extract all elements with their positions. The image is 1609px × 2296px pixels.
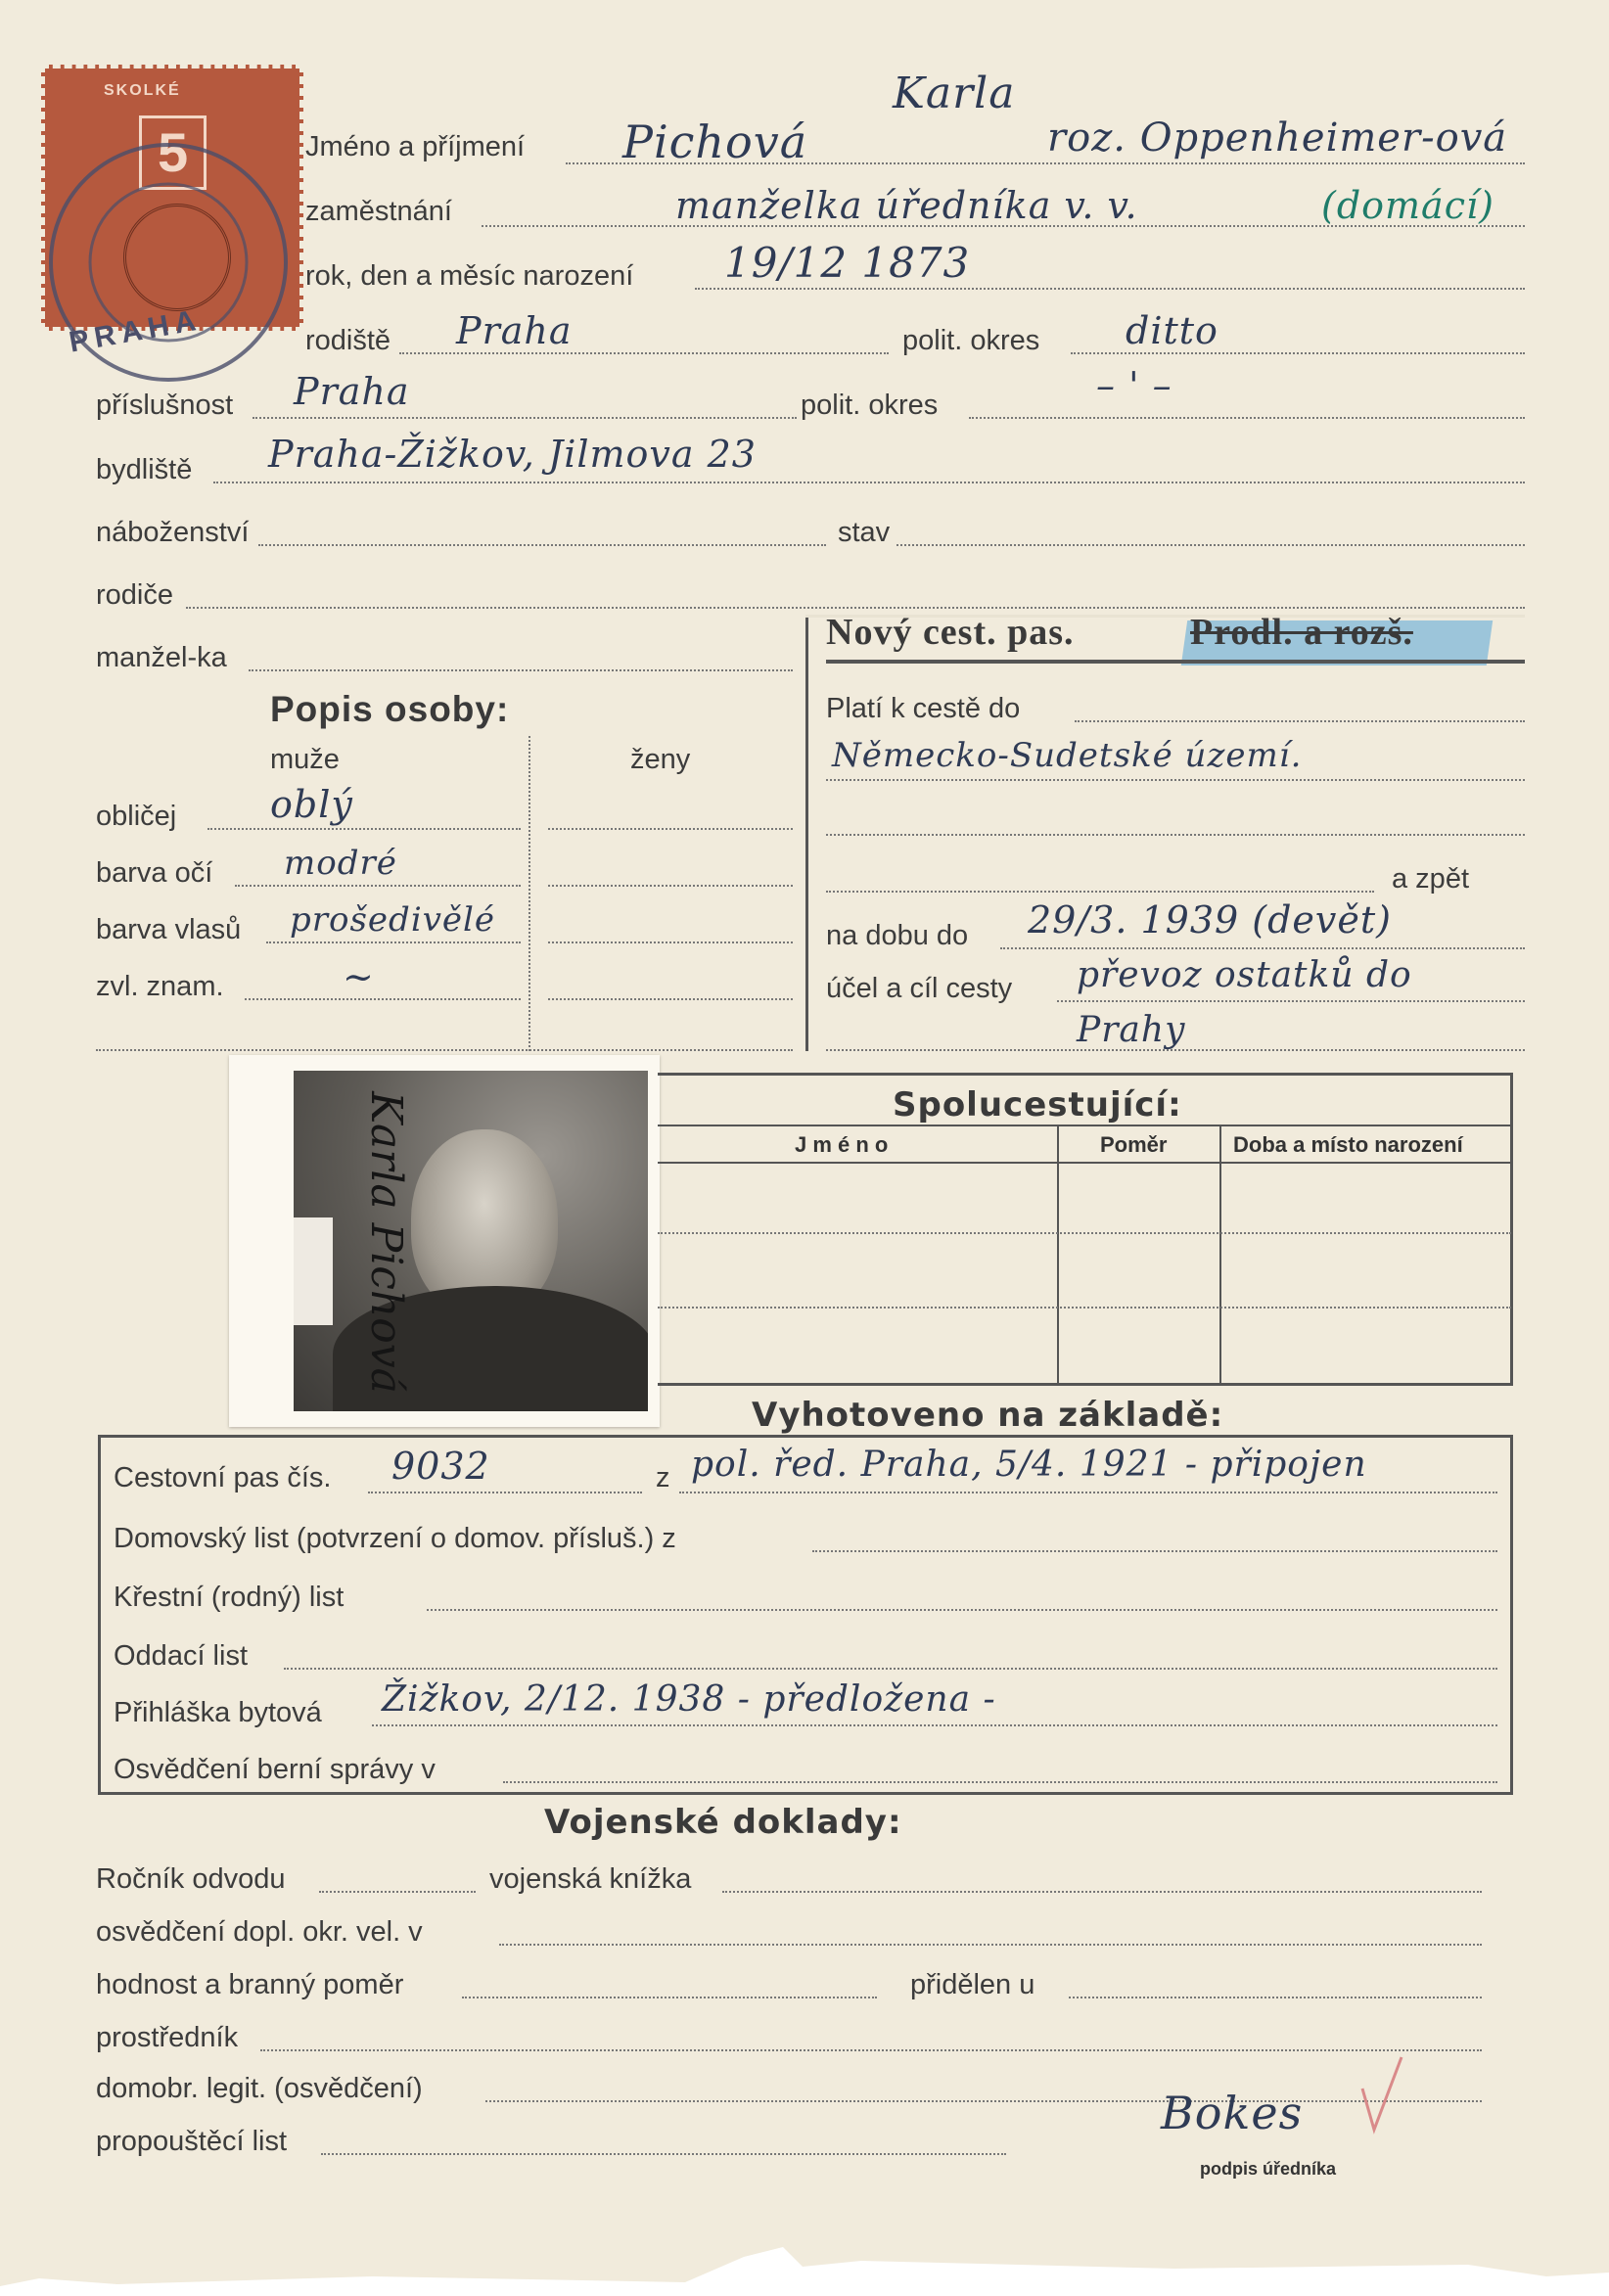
parents-label: rodiče <box>96 579 173 611</box>
rank-line <box>462 1997 877 1998</box>
postmark-text: PRAHA <box>67 303 205 359</box>
hair-line-women <box>548 941 793 943</box>
birth-value: 19/12 1873 <box>724 239 971 287</box>
companions-header-rule <box>658 1162 1511 1164</box>
face-value: oblý <box>270 783 353 826</box>
valid-line <box>1075 720 1525 722</box>
parents-line <box>186 607 1525 609</box>
residence-label: bydliště <box>96 454 193 485</box>
face-line <box>207 828 521 830</box>
passport-box-left-border <box>805 615 808 1051</box>
stamp-value: 5 <box>139 115 207 190</box>
companions-col-divider-2 <box>1219 1125 1221 1385</box>
marriage-line <box>284 1668 1497 1670</box>
passport-from-line <box>679 1492 1497 1493</box>
photo-mount <box>229 1055 660 1427</box>
eyes-line-women <box>548 885 793 887</box>
column-name: J m é n o <box>795 1132 889 1157</box>
photo-signature: Karla Pichová <box>360 1091 411 1394</box>
passport-header-rule <box>826 660 1525 664</box>
description-bottom-line <box>96 1049 793 1051</box>
spouse-line <box>249 669 793 671</box>
registration-value: Žižkov, 2/12. 1938 - předložena - <box>382 1679 996 1720</box>
hair-label: barva vlasů <box>96 914 242 945</box>
torn-edge <box>0 2247 1609 2296</box>
military-booklet-line <box>722 1891 1482 1893</box>
companions-table <box>658 1073 1513 1386</box>
legitimation-line <box>485 2100 1482 2102</box>
stamp-header: SKOLKÉ <box>104 82 181 99</box>
residence-line <box>213 482 1525 483</box>
valid-line-4 <box>826 891 1374 893</box>
companions-col-divider-1 <box>1057 1125 1059 1385</box>
description-divider <box>529 736 530 1051</box>
marks-line-women <box>548 998 793 1000</box>
purpose-value-1: převoz ostatků do <box>1077 955 1412 995</box>
duration-label: na dobu do <box>826 920 969 951</box>
draft-year-label: Ročník odvodu <box>96 1863 286 1895</box>
companions-title-rule <box>658 1125 1511 1126</box>
marriage-label: Oddací list <box>114 1640 248 1672</box>
supplementary-cert-line <box>499 1944 1482 1946</box>
religion-line <box>258 544 826 546</box>
column-birth: Doba a místo narození <box>1233 1132 1463 1157</box>
marks-label: zvl. znam. <box>96 971 224 1002</box>
tax-label: Osvědčení berní správy v <box>114 1754 436 1785</box>
birthplace-value: Praha <box>456 309 573 352</box>
baptism-line <box>427 1609 1497 1611</box>
military-title: Vojenské doklady: <box>544 1803 902 1842</box>
extend-passport-label: Prodl. a rozš. <box>1190 612 1413 653</box>
purpose-label: účel a cíl cesty <box>826 973 1013 1004</box>
duration-value: 29/3. 1939 (devět) <box>1028 898 1392 941</box>
birth-label: rok, den a měsíc narození <box>305 260 634 292</box>
name-label: Jméno a příjmení <box>305 131 526 162</box>
registration-line <box>372 1724 1497 1726</box>
tax-line <box>503 1781 1497 1783</box>
religion-label: náboženství <box>96 517 250 548</box>
military-booklet-label: vojenská knížka <box>489 1863 692 1895</box>
birthplace-line <box>399 352 889 354</box>
district1-line <box>1071 352 1525 354</box>
valid-label: Platí k cestě do <box>826 693 1021 724</box>
valid-line-2 <box>826 779 1525 781</box>
passport-number-label: Cestovní pas čís. <box>114 1462 332 1493</box>
status-line <box>896 544 1525 546</box>
eyes-line <box>235 885 521 887</box>
marks-value: ~ <box>343 955 375 998</box>
eyes-label: barva očí <box>96 857 213 889</box>
spouse-label: manžel-ka <box>96 642 227 673</box>
valid-value: Německo-Sudetské území. <box>832 736 1303 775</box>
given-name-value: Karla <box>893 69 1016 118</box>
domicile-label: Domovský list (potvrzení o domov. přísluš.) z <box>114 1523 676 1554</box>
passport-number-line <box>368 1492 642 1493</box>
discharge-label: propouštěcí list <box>96 2126 288 2157</box>
eyes-value: modré <box>284 844 397 883</box>
face-label: obličej <box>96 801 177 832</box>
passport-from-label: z <box>656 1462 670 1493</box>
red-check-mark-icon <box>1355 2051 1413 2139</box>
maiden-name-value: roz. Oppenheimer-ová <box>1047 115 1508 161</box>
portrait-photo <box>294 1071 648 1411</box>
purpose-line <box>1057 1000 1525 1002</box>
portrait-collar <box>294 1217 333 1325</box>
assigned-label: přidělen u <box>910 1969 1035 2000</box>
district1-value: ditto <box>1126 309 1218 352</box>
purpose-line-2 <box>826 1049 1525 1051</box>
domicile-line <box>812 1550 1497 1552</box>
affiliation-value: Praha <box>294 370 410 413</box>
legitimation-label: domobr. legit. (osvědčení) <box>96 2073 423 2104</box>
affiliation-line <box>253 417 797 419</box>
col-men-label: muže <box>270 744 340 775</box>
duration-line <box>1000 947 1525 949</box>
valid-line-3 <box>826 834 1525 836</box>
purpose-value-2: Prahy <box>1077 1010 1186 1050</box>
column-relation: Poměr <box>1100 1132 1168 1157</box>
affiliation-label: příslušnost <box>96 390 234 421</box>
marks-line <box>245 998 521 1000</box>
passport-number-value: 9032 <box>391 1445 490 1488</box>
district2-label: polit. okres <box>801 390 939 421</box>
col-women-label: ženy <box>630 744 691 775</box>
district2-value: – ' – <box>1096 364 1172 407</box>
official-signature: Bokes <box>1161 2087 1304 2139</box>
district2-line <box>969 417 1525 419</box>
occupation-note: (domácí) <box>1321 184 1494 227</box>
hair-value: prošedivělé <box>290 900 496 940</box>
postmark-circle-icon <box>22 115 315 409</box>
registration-label: Přihláška bytová <box>114 1697 322 1728</box>
birthplace-label: rodiště <box>305 325 391 356</box>
return-label: a zpět <box>1392 863 1469 895</box>
occupation-label: zaměstnání <box>305 196 452 227</box>
hair-line <box>266 941 521 943</box>
new-passport-label: Nový cest. pas. <box>826 612 1075 653</box>
description-title: Popis osoby: <box>270 689 510 729</box>
discharge-line <box>321 2153 1006 2155</box>
surname-value: Pichová <box>622 115 808 168</box>
draft-year-line <box>319 1891 476 1893</box>
passport-from-value: pol. řed. Praha, 5/4. 1921 - připojen <box>691 1445 1367 1485</box>
intermediary-label: prostředník <box>96 2022 239 2053</box>
official-signature-caption: podpis úředníka <box>1200 2159 1337 2179</box>
birth-line <box>695 288 1525 290</box>
status-label: stav <box>838 517 891 548</box>
occupation-value: manželka úředníka v. v. <box>675 184 1138 227</box>
companions-row-1 <box>658 1232 1511 1234</box>
rank-label: hodnost a branný poměr <box>96 1969 404 2000</box>
residence-value: Praha-Žižkov, Jilmova 23 <box>268 433 757 476</box>
basis-title: Vyhotoveno na základě: <box>752 1396 1224 1435</box>
assigned-line <box>1069 1997 1482 1998</box>
district1-label: polit. okres <box>902 325 1040 356</box>
baptism-label: Křestní (rodný) list <box>114 1582 345 1613</box>
companions-row-2 <box>658 1307 1511 1309</box>
face-line-women <box>548 828 793 830</box>
companions-title: Spolucestující: <box>893 1085 1182 1125</box>
intermediary-line <box>260 2049 1482 2051</box>
supplementary-cert-label: osvědčení dopl. okr. vel. v <box>96 1916 423 1948</box>
